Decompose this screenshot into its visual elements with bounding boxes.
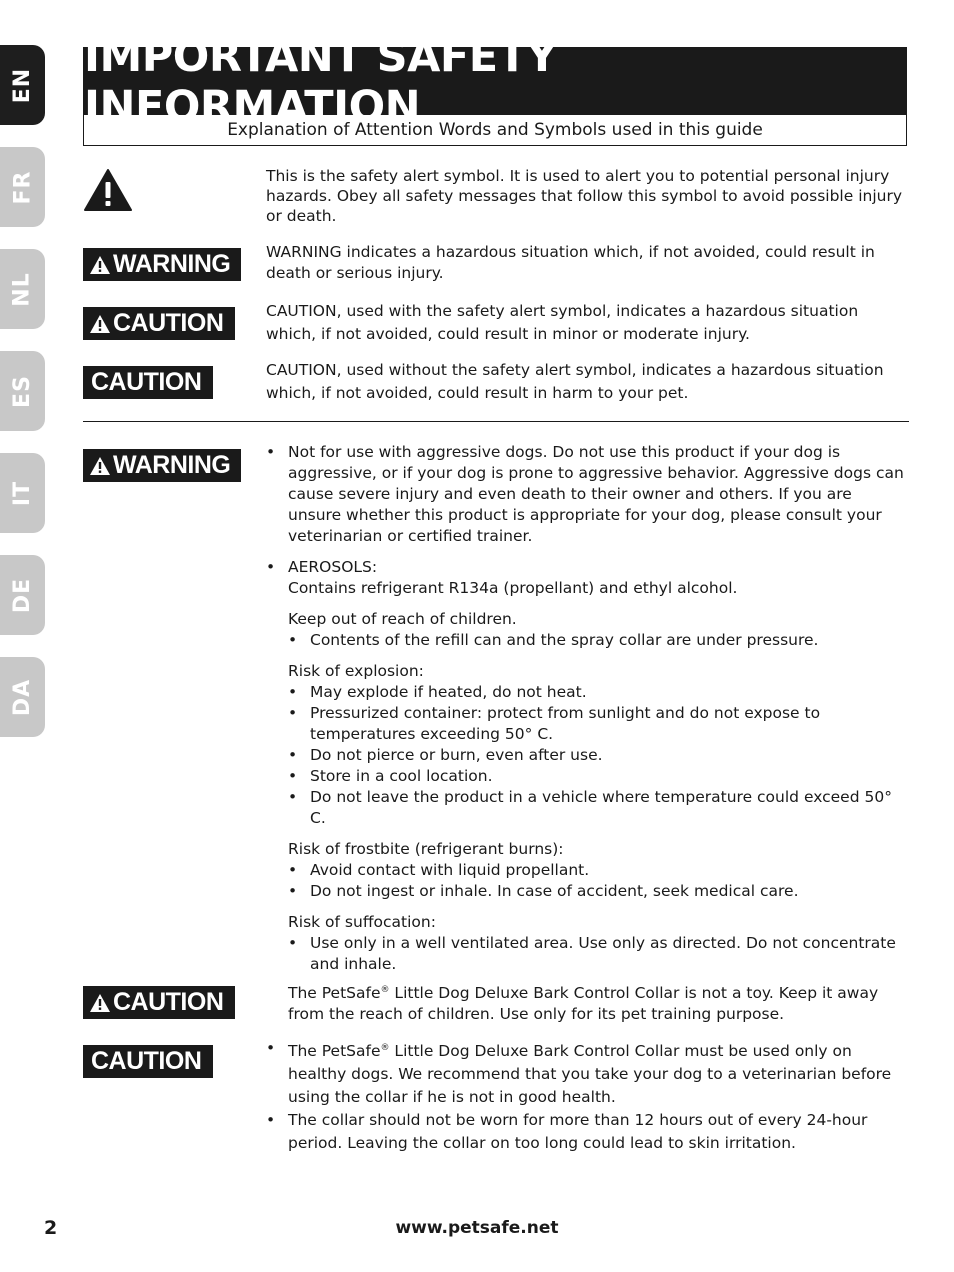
caution-symbol-badge — [83, 986, 235, 1019]
page-title: IMPORTANT SAFETY INFORMATION — [84, 48, 906, 115]
badge-label: WARNING — [113, 451, 231, 479]
caution-symbol-definition: CAUTION, used with the safety alert symbol, indicates a hazardous situation which, if not avoided, could result in minor or moderate injury. — [266, 302, 859, 343]
badge-label: CAUTION — [91, 368, 202, 396]
tab-de[interactable] — [0, 555, 45, 635]
explosion-title: Risk of explosion: — [288, 662, 424, 680]
suffocation-title: Risk of suffocation: — [288, 913, 436, 931]
warning-triangle-icon — [89, 993, 111, 1013]
list-item: • Use only in a well ventilated area. Use only as directed. Do not concentrate and inhale. — [288, 933, 906, 975]
list-item: • Avoid contact with liquid propellant. — [288, 860, 906, 881]
page-number: 2 — [44, 1217, 58, 1239]
text-fragment: The PetSafe — [288, 984, 381, 1003]
tab-label: EN — [9, 67, 35, 103]
alert-symbol-text: This is the safety alert symbol. It is used to alert you to potential personal injury hazards. Obey all safety messages that follow this symbol to avoid possible injury or death. — [266, 167, 903, 225]
warning-definition: WARNING indicates a hazardous situation which, if not avoided, could result in death or serious injury. — [266, 243, 875, 282]
frostbite-title: Risk of frostbite (refrigerant burns): — [288, 840, 564, 858]
badge-label: CAUTION — [113, 988, 224, 1016]
text-fragment: The PetSafe — [288, 1042, 381, 1061]
aerosols-title: • AEROSOLS: — [288, 558, 378, 576]
tab-label: DE — [9, 577, 35, 613]
children-title: Keep out of reach of children. — [288, 610, 517, 628]
warning-aerosols — [266, 557, 906, 975]
tab-label: DA — [9, 678, 35, 716]
page-subtitle: Explanation of Attention Words and Symbols used in this guide — [227, 120, 763, 140]
registered-mark: ® — [380, 985, 390, 995]
section-divider — [83, 421, 909, 422]
list-item: • Do not leave the product in a vehicle where temperature could exceed 50° C. — [288, 787, 906, 829]
list-item: • Contents of the refill can and the spray collar are under pressure. — [288, 630, 906, 651]
tab-label: NL — [10, 271, 35, 307]
tab-it[interactable] — [0, 453, 45, 533]
header-box — [83, 31, 907, 146]
list-item — [266, 1037, 906, 1109]
warning-badge — [83, 449, 241, 482]
caution-pet-health-list — [266, 1037, 906, 1155]
registered-mark: ® — [380, 1043, 390, 1053]
tab-label: IT — [9, 480, 35, 506]
list-item: • The collar should not be worn for more than 12 hours out of every 24-hour period. Leaving the collar on too long could lead to skin irritation. — [266, 1109, 906, 1155]
list-item: • Do not pierce or burn, even after use. — [288, 745, 906, 766]
tab-es[interactable] — [0, 351, 45, 431]
list-item: • Do not ingest or inhale. In case of accident, seek medical care. — [288, 881, 906, 902]
warning-triangle-icon — [89, 456, 111, 476]
list-item: • Pressurized container: protect from sunlight and do not expose to temperatures exceeding 50° C. — [288, 703, 906, 745]
caution-symbol-badge — [83, 307, 235, 340]
badge-label: WARNING — [113, 250, 231, 278]
tab-en[interactable] — [0, 45, 45, 125]
warning-badge — [83, 248, 241, 281]
tab-label: FR — [10, 170, 35, 204]
badge-label: CAUTION — [91, 1047, 202, 1075]
warnings-list — [266, 442, 906, 975]
warning-triangle-icon — [89, 314, 111, 334]
caution-plain-badge — [83, 366, 213, 399]
tab-label: ES — [10, 374, 35, 408]
safety-alert-icon — [83, 168, 133, 212]
caution-not-a-toy — [288, 980, 898, 1025]
caution-plain-badge — [83, 1045, 213, 1078]
list-item: • May explode if heated, do not heat. — [288, 682, 906, 703]
list-item: • Store in a cool location. — [288, 766, 906, 787]
aerosols-contents: Contains refrigerant R134a (propellant) and ethyl alcohol. — [288, 579, 738, 597]
tab-fr[interactable] — [0, 147, 45, 227]
text-fragment: Little Dog Deluxe Bark Control Collar is not a toy. Keep it away from the reach of children. Use only for its pet training purpose. — [288, 984, 879, 1024]
footer-url[interactable]: www.petsafe.net — [395, 1218, 559, 1238]
warning-aggressive-dogs: • Not for use with aggressive dogs. Do not use this product if your dog is aggressive, or if your dog is prone to aggressive behavior. Aggressive dogs can cause severe injury and even death to their owner and others. If you are unsure whether this product is appropriate for your dog, please consult your veterinarian or certified trainer. — [266, 442, 906, 547]
tab-nl[interactable] — [0, 249, 45, 329]
caution-plain-definition: CAUTION, used without the safety alert symbol, indicates a hazardous situation which, if not avoided, could result in harm to your pet. — [266, 361, 884, 402]
badge-label: CAUTION — [113, 309, 224, 337]
text-fragment: Little Dog Deluxe Bark Control Collar must be used only on healthy dogs. We recommend that you take your dog to a veterinarian before using the collar if he is not in good health. — [288, 1042, 892, 1107]
warning-triangle-icon — [89, 255, 111, 275]
tab-da[interactable] — [0, 657, 45, 737]
